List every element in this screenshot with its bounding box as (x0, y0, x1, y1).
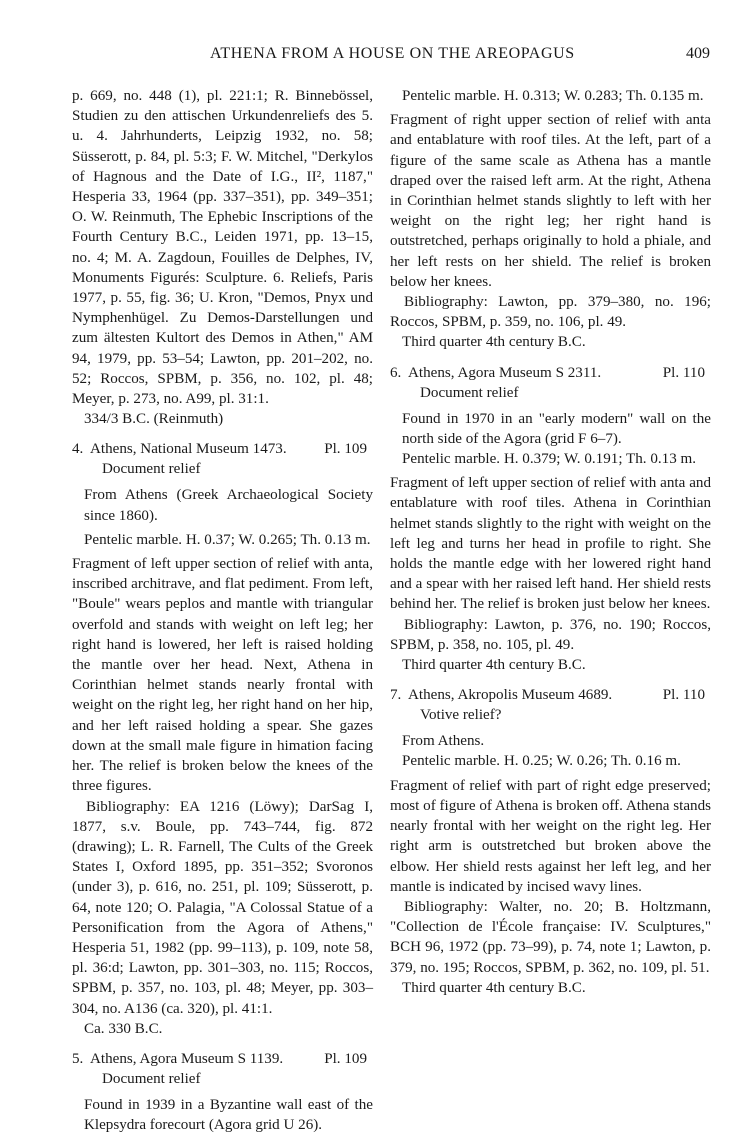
entry-4-bibliography: Bibliography: EA 1216 (Löwy); DarSag I, 1877, s.v. Boule, pp. 743–744, fig. 872 (drawing); L. R. Farnell, The Cults of the Greek States I, Oxford 1895, pp. 351–352; Svoronos (under 3), p. 616, no. 251, pl. 109; Süsserott, p. 64, note 120; O. Palagia, "A Colossal Statue of a Personification from the Agora of Athens," Hesperia 51, 1982 (pp. 99–113), p. 109, note 58, pl. 36:d; Lawton, pp. 301–303, no. 115; Roccos, SPBM, p. 357, no. 103, pl. 48; Meyer, pp. 303–304, no. A136 (ca. 320), pl. 41:1. (72, 798, 373, 1017)
entry-7-bibliography: Bibliography: Walter, no. 20; B. Holtzmann, "Collection de l'École française: IV. Sculptures," BCH 96, 1972 (pp. 73–99), p. 74, note 1; Lawton, p. 379, no. 195; Roccos, SPBM, p. 362, no. 109, pl. 51. (390, 898, 711, 976)
entry-5-description: Fragment of right upper section of relief with anta and entablature with roof tiles. At the left, part of a figure of the same scale as Athena has a mantle draped over the raised left arm. At the right, Athena in Corinthian helmet stands slightly to left with her weight on the right leg; her right hand is outstretched, perhaps originally to hold a phiale, and her left rests on her shield. The relief is broken below her knees. (390, 112, 711, 290)
entry-4-number: 4. (72, 441, 84, 458)
entry-6-heading (390, 363, 711, 403)
entry-6-bibliography: Bibliography: Lawton, p. 376, no. 190; Roccos, SPBM, p. 358, no. 105, pl. 49. (390, 616, 711, 653)
entry-6-plate: Pl. 110 (662, 364, 705, 381)
continued-date: 334/3 B.C. (Reinmuth) (84, 411, 224, 428)
entry-7-number: 7. (390, 687, 402, 704)
entry-6-provenance: Found in 1970 in an "early modern" wall on the north side of the Agora (grid F 6–7). (402, 410, 711, 447)
entry-6-material: Pentelic marble. H. 0.379; W. 0.191; Th. 0.13 m. (402, 451, 697, 468)
entry-6-type: Document relief (420, 384, 519, 401)
entry-5-heading (72, 1049, 373, 1089)
entry-6-date: Third quarter 4th century B.C. (402, 657, 586, 674)
page-number: 409 (686, 45, 710, 62)
entry-5-number: 5. (72, 1050, 84, 1067)
entry-7-plate: Pl. 110 (662, 687, 705, 704)
entry-7-material: Pentelic marble. H. 0.25; W. 0.26; Th. 0.16 m. (402, 753, 681, 770)
running-header (72, 44, 710, 66)
entry-4-date: Ca. 330 B.C. (84, 1020, 163, 1037)
entry-7-institution: Athens, Akropolis Museum 4689. (408, 687, 613, 704)
entry-4-heading (72, 439, 373, 479)
entry-5-bibliography: Bibliography: Lawton, pp. 379–380, no. 196; Roccos, SPBM, p. 359, no. 106, pl. 49. (390, 294, 711, 331)
entry-7-type: Votive relief? (420, 707, 502, 724)
entry-5-material: Pentelic marble. H. 0.313; W. 0.283; Th. 0.135 m. (402, 88, 704, 104)
entry-7-heading (390, 685, 711, 725)
entry-6-number: 6. (390, 364, 402, 381)
right-column (390, 86, 711, 998)
entry-4-institution: Athens, National Museum 1473. (90, 441, 287, 458)
entry-5-institution: Athens, Agora Museum S 1139. (90, 1050, 284, 1067)
entry-4-provenance: From Athens (Greek Archaeological Society since 1860). (84, 487, 373, 524)
running-title: ATHENA FROM A HOUSE ON THE AREOPAGUS (210, 45, 575, 62)
entry-5-date: Third quarter 4th century B.C. (402, 334, 586, 351)
entry-5-provenance: Found in 1939 in a Byzantine wall east of the Klepsydra forecourt (Agora grid U 26). (84, 1096, 373, 1134)
entry-7-provenance: From Athens. (402, 733, 485, 750)
entry-4-material: Pentelic marble. H. 0.37; W. 0.265; Th. 0.13 m. (84, 531, 371, 548)
entry-5-type: Document relief (102, 1070, 201, 1087)
entry-7-date: Third quarter 4th century B.C. (402, 979, 586, 996)
continued-bibliography: p. 669, no. 448 (1), pl. 221:1; R. Binnebössel, Studien zu den attischen Urkundenreliefs des 5. u. 4. Jahrhunderts, Leipzig 1932, no. 58; Süsserott, p. 84, pl. 5:3; F. W. Mitchel, "Derkylos of Hagnous and the Date of I.G., II², 1187," Hesperia 33, 1964 (pp. 337–351), pp. 349–351; O. W. Reinmuth, The Ephebic Inscriptions of the Fourth Century B.C., Leiden 1971, pp. 13–15, no. 4; M. A. Zagdoun, Fouilles de Delphes, IV, Monuments Figurés: Sculpture. 6. Reliefs, Paris 1977, p. 55, fig. 36; U. Kron, "Demos, Pnyx und Nymphenhügel. Zu Demos-Darstellungen und zum ältesten Kultort des Demos in Athen," AM 94, 1979, pp. 53–54; Lawton, pp. 201–202, no. 52; Roccos, SPBM, p. 356, no. 102, pl. 48; Meyer, p. 273, no. A99, pl. 31:1. (72, 88, 373, 408)
entry-7-description: Fragment of relief with part of right edge preserved; most of figure of Athena is broken off. Athena stands nearly frontal with her weight on the right leg. Her right arm is outstretched but broken above the elbow. Her shield rests against her left leg, and her mantle is indicated by incised wavy lines. (390, 777, 711, 895)
entry-4-description: Fragment of left upper section of relief with anta, inscribed architrave, and flat pediment. From left, "Boule" wears peplos and mantle with triangular overfold and stands with weight on left leg; her right hand is lowered, her left is raised holding the mantle over her head. Next, Athena in Corinthian helmet stands nearly frontal with weight on the right leg, her right hand on her hip, and her left raised holding a spear. She gazes down at the small male figure in himation facing her. The relief is broken below the knees of the three figures. (72, 556, 373, 795)
entry-4-type: Document relief (102, 461, 201, 478)
entry-6-institution: Athens, Agora Museum S 2311. (408, 364, 602, 381)
entry-6-description: Fragment of left upper section of relief with anta and entablature with roof tiles. Athena in Corinthian helmet stands slightly to the right with weight on the left leg and turns her head in profile to right. She holds the mantle edge with her lowered right hand and a spear with her raised left hand. Her shield rests behind her. The relief is broken just below her knees. (390, 475, 711, 613)
left-column (72, 86, 373, 1135)
entry-4-plate: Pl. 109 (324, 441, 367, 458)
entry-5-plate: Pl. 109 (324, 1050, 367, 1067)
